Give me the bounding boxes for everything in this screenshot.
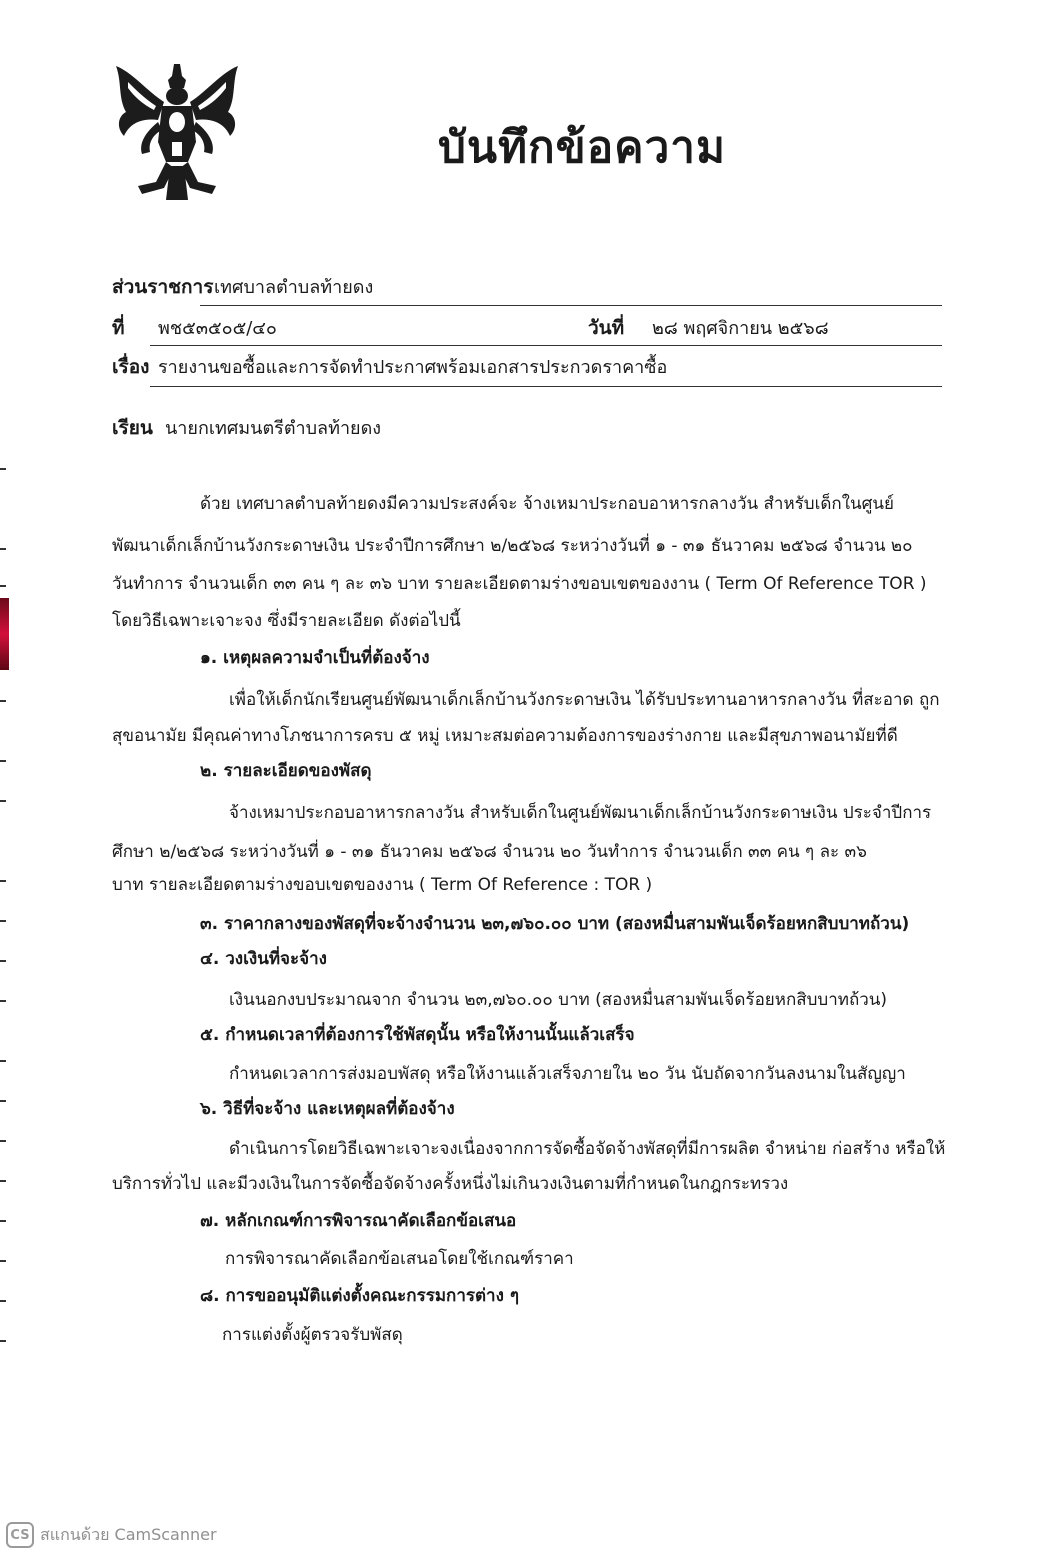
edge-tick: [0, 1260, 6, 1262]
edge-tick: [0, 960, 6, 962]
camscanner-watermark: [6, 1522, 217, 1548]
edge-tick: [0, 548, 6, 550]
section-line: สุขอนามัย มีคุณค่าทางโภชนาการครบ ๕ หมู่ เหมาะสมต่อความต้องการของร่างกาย และมีสุขภาพอนามัยที่ดี: [112, 726, 898, 746]
agency-underline: [200, 305, 942, 306]
intro-line: วันทำการ จำนวนเด็ก ๓๓ คน ๆ ละ ๓๖ บาท รายละเอียดตามร่างขอบเขตของงาน ( Term Of Reference TOR ): [112, 574, 927, 594]
to-value: นายกเทศมนตรีตำบลท้ายดง: [165, 418, 382, 439]
edge-tick: [0, 920, 6, 922]
edge-tick: [0, 880, 6, 882]
agency-value: เทศบาลตำบลท้ายดง: [214, 277, 374, 298]
section-heading: ๕. กำหนดเวลาที่ต้องการใช้พัสดุนั้น หรือให้งานนั้นแล้วเสร็จ: [200, 1025, 635, 1045]
edge-tick: [0, 700, 6, 702]
section-heading: ๗. หลักเกณฑ์การพิจารณาคัดเลือกข้อเสนอ: [200, 1211, 517, 1231]
section-line: การพิจารณาคัดเลือกข้อเสนอโดยใช้เกณฑ์ราคา: [225, 1249, 574, 1269]
subject-underline: [150, 386, 942, 387]
date-value: ๒๘ พฤศจิกายน ๒๕๖๘: [652, 318, 829, 339]
edge-tick: [0, 760, 6, 762]
section-line: บริการทั่วไป และมีวงเงินในการจัดซื้อจัดจ้างครั้งหนึ่งไม่เกินวงเงินตามที่กำหนดในกฎกระทรวง: [112, 1174, 789, 1194]
section-line: จ้างเหมาประกอบอาหารกลางวัน สำหรับเด็กในศูนย์พัฒนาเด็กเล็กบ้านวังกระดาษเงิน ประจำปีการ: [229, 803, 932, 823]
edge-tick: [0, 585, 6, 587]
edge-tick: [0, 1220, 6, 1222]
edge-tick: [0, 1060, 6, 1062]
section-heading: ๓. ราคากลางของพัสดุที่จะจ้างจำนวน ๒๓,๗๖๐.๐๐ บาท (สองหมื่นสามพันเจ็ดร้อยหกสิบบาทถ้วน): [200, 914, 910, 934]
intro-line: โดยวิธีเฉพาะเจาะจง ซึ่งมีรายละเอียด ดังต่อไปนี้: [112, 611, 461, 631]
to-label: เรียน: [112, 417, 153, 439]
section-line: บาท รายละเอียดตามร่างขอบเขตของงาน ( Term Of Reference : TOR ): [112, 875, 653, 895]
subject-label: เรื่อง: [112, 356, 150, 378]
section-heading: ๖. วิธีที่จะจ้าง และเหตุผลที่ต้องจ้าง: [200, 1099, 455, 1119]
garuda-emblem-icon: [108, 62, 246, 202]
camscanner-logo-icon: CS: [6, 1522, 34, 1548]
section-heading: ๔. วงเงินที่จะจ้าง: [200, 949, 327, 969]
intro-line: พัฒนาเด็กเล็กบ้านวังกระดาษเงิน ประจำปีการศึกษา ๒/๒๕๖๘ ระหว่างวันที่ ๑ - ๓๑ ธันวาคม ๒๕๖๘ จำนวน ๒๐: [112, 536, 913, 556]
ref-underline: [150, 345, 942, 346]
agency-label: ส่วนราชการ: [112, 276, 214, 298]
section-line: ศึกษา ๒/๒๕๖๘ ระหว่างวันที่ ๑ - ๓๑ ธันวาคม ๒๕๖๘ จำนวน ๒๐ วันทำการ จำนวนเด็ก ๓๓ คน ๆ ละ ๓๖: [112, 842, 867, 862]
memo-title: บันทึกข้อความ: [438, 122, 727, 173]
edge-tick: [0, 800, 6, 802]
edge-tick: [0, 1300, 6, 1302]
ref-label: ที่: [112, 317, 125, 339]
edge-tick: [0, 1100, 6, 1102]
ref-value: พช๕๓๕๐๕/๔๐: [158, 318, 277, 339]
intro-line: ด้วย เทศบาลตำบลท้ายดงมีความประสงค์จะ จ้างเหมาประกอบอาหารกลางวัน สำหรับเด็กในศูนย์: [200, 494, 895, 514]
camscanner-caption: สแกนด้วย CamScanner: [40, 1524, 217, 1544]
section-heading: ๒. รายละเอียดของพัสดุ: [200, 761, 372, 781]
edge-tick: [0, 1340, 6, 1342]
section-line: เพื่อให้เด็กนักเรียนศูนย์พัฒนาเด็กเล็กบ้านวังกระดาษเงิน ได้รับประทานอาหารกลางวัน ที่สะอาด ถูก: [229, 690, 940, 710]
section-line: การแต่งตั้งผู้ตรวจรับพัสดุ: [222, 1325, 403, 1345]
scan-edge-artifact: [0, 598, 9, 670]
section-line: เงินนอกงบประมาณจาก จำนวน ๒๓,๗๖๐.๐๐ บาท (สองหมื่นสามพันเจ็ดร้อยหกสิบบาทถ้วน): [229, 990, 888, 1010]
edge-tick: [0, 1140, 6, 1142]
edge-tick: [0, 1000, 6, 1002]
date-label: วันที่: [588, 317, 625, 339]
section-line: กำหนดเวลาการส่งมอบพัสดุ หรือให้งานแล้วเสร็จภายใน ๒๐ วัน นับถัดจากวันลงนามในสัญญา: [229, 1064, 906, 1084]
section-heading: ๑. เหตุผลความจำเป็นที่ต้องจ้าง: [200, 648, 430, 668]
section-heading: ๘. การขออนุมัติแต่งตั้งคณะกรรมการต่าง ๆ: [200, 1286, 519, 1306]
section-line: ดำเนินการโดยวิธีเฉพาะเจาะจงเนื่องจากการจัดซื้อจัดจ้างพัสดุที่มีการผลิต จำหน่าย ก่อสร้าง หรือให้: [229, 1139, 946, 1159]
edge-tick: [0, 1180, 6, 1182]
subject-value: รายงานขอซื้อและการจัดทำประกาศพร้อมเอกสารประกวดราคาซื้อ: [158, 357, 668, 378]
edge-tick: [0, 468, 6, 470]
